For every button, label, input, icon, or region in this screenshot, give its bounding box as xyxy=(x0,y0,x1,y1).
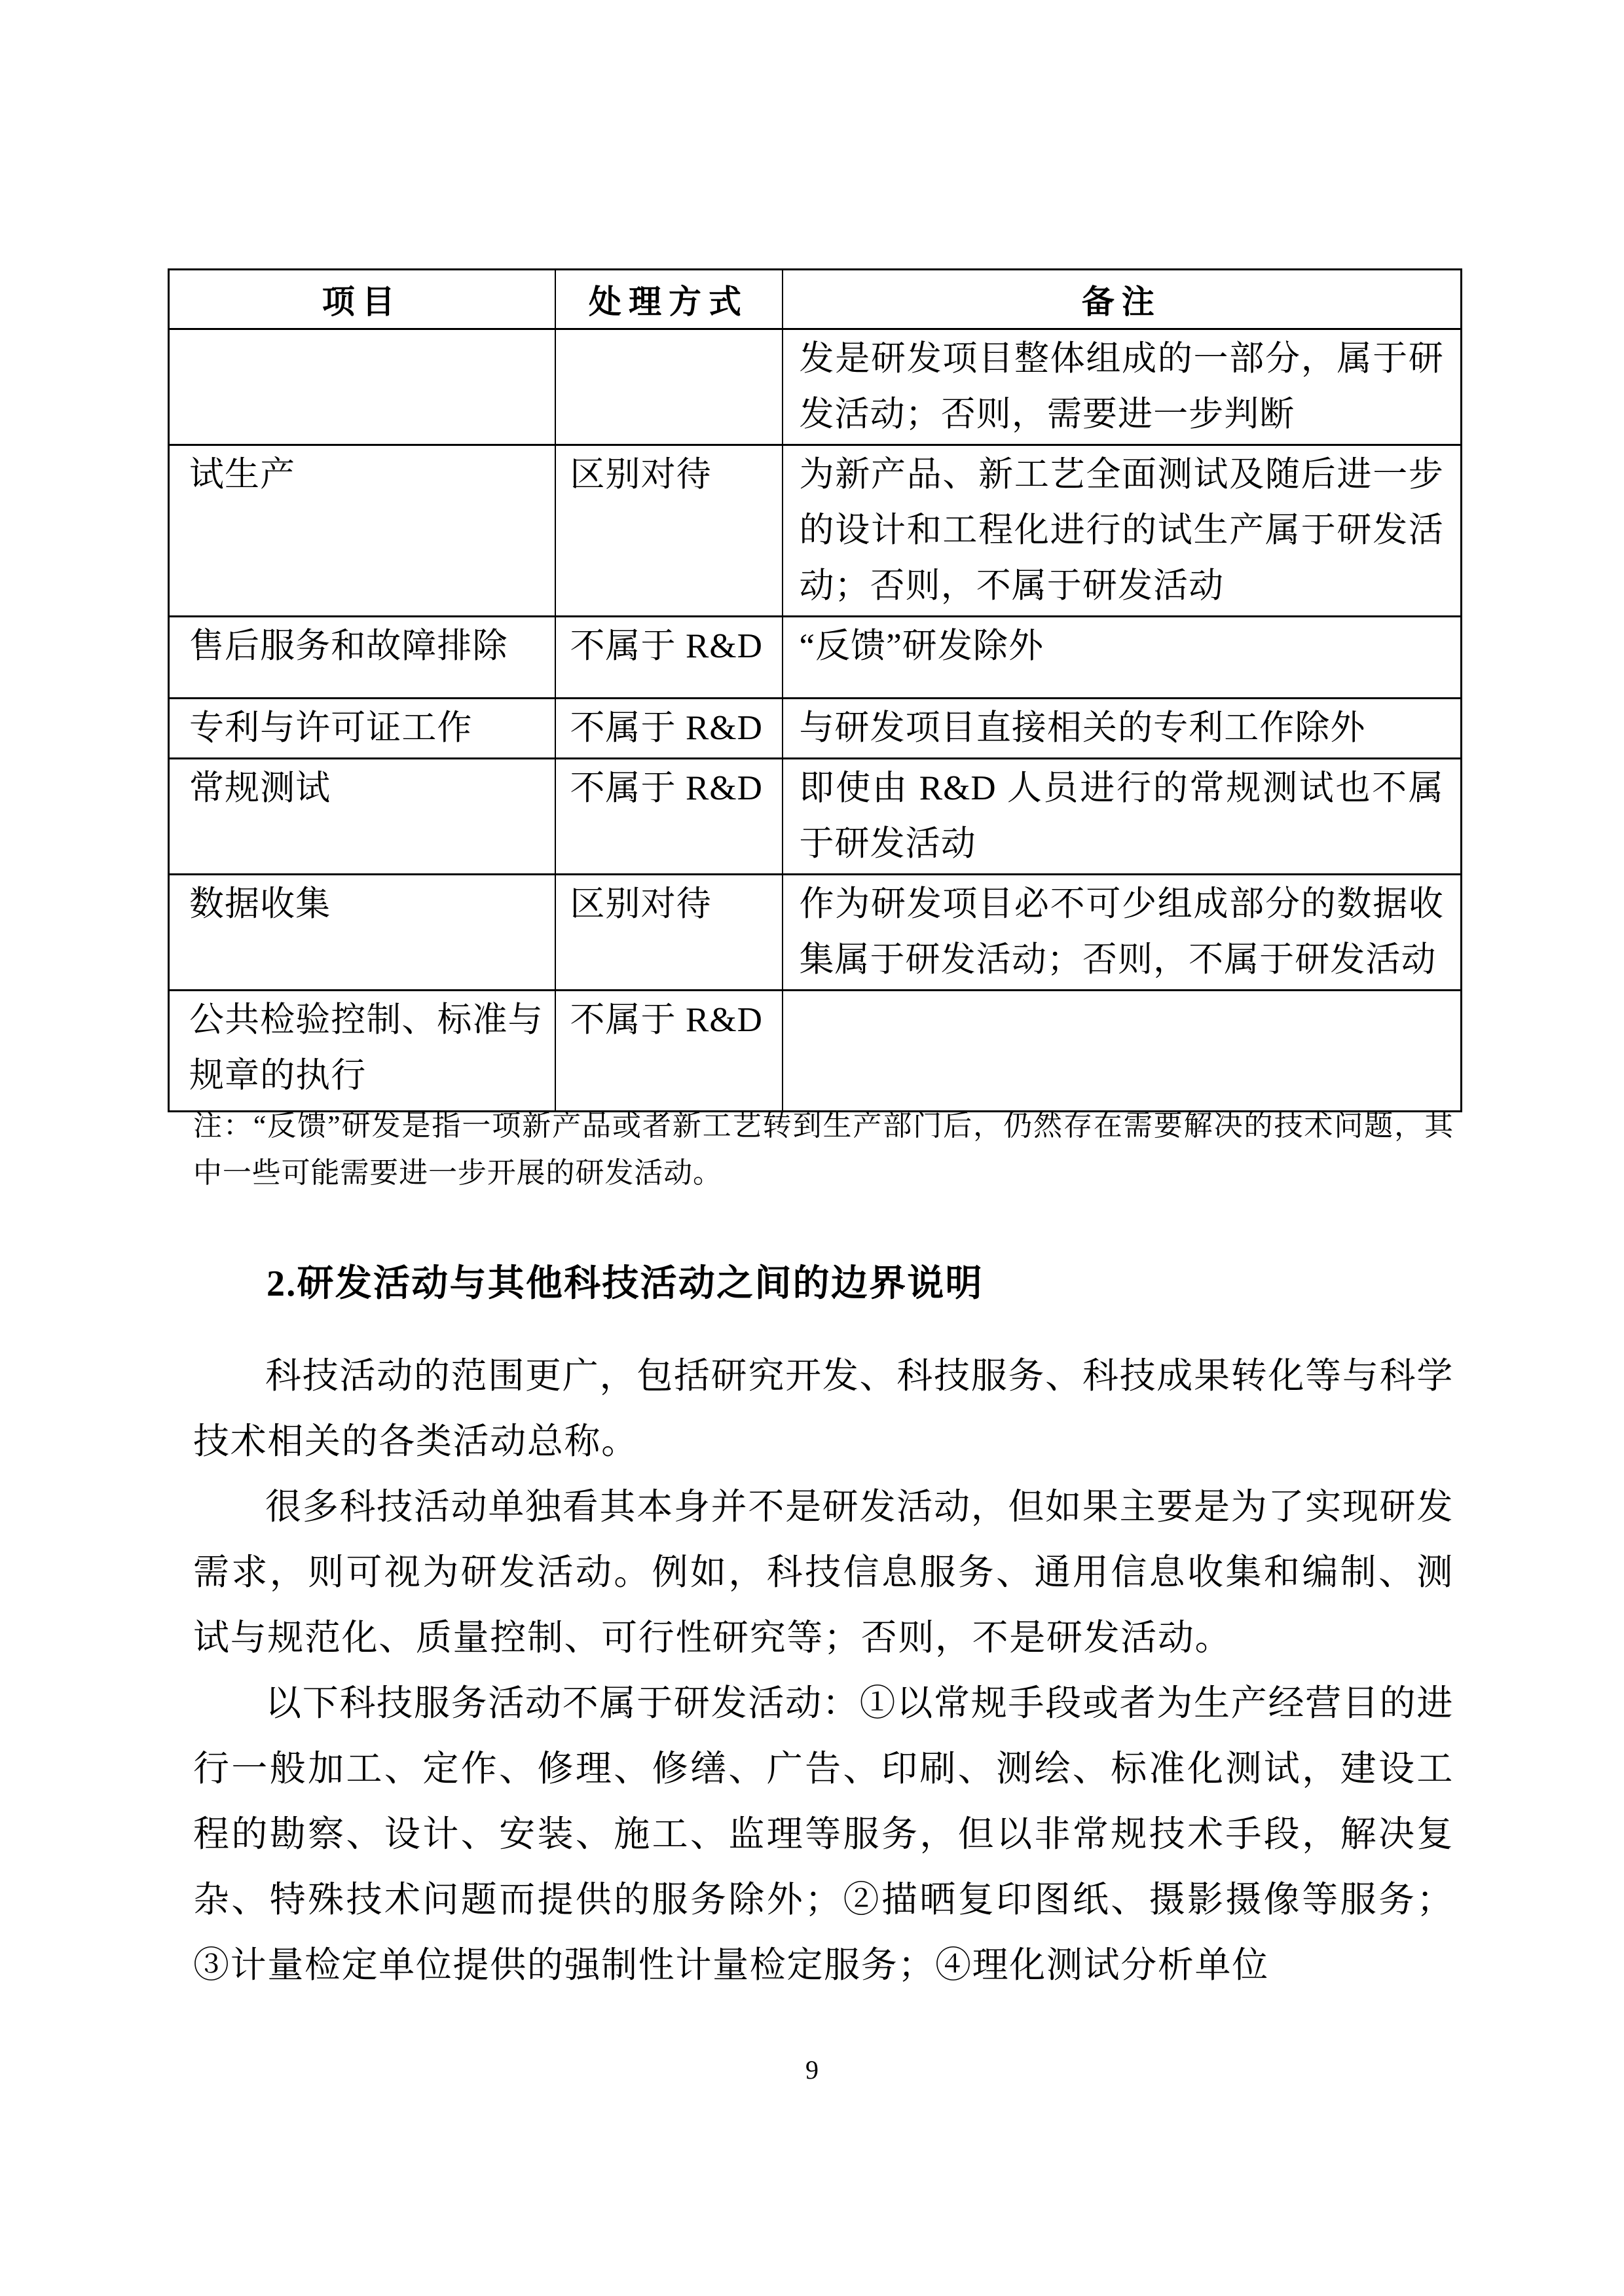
cell-note: 与研发项目直接相关的专利工作除外 xyxy=(783,699,1462,759)
table-row xyxy=(169,759,1462,875)
cell-treatment: 不属于 R&D xyxy=(555,759,783,875)
cell-treatment: 不属于 R&D xyxy=(555,699,783,759)
table-row xyxy=(169,445,1462,617)
table-row xyxy=(169,329,1462,445)
cell-item: 公共检验控制、标准与规章的执行 xyxy=(169,991,555,1112)
cell-item: 数据收集 xyxy=(169,875,555,991)
paragraph: 以下科技服务活动不属于研发活动：①以常规手段或者为生产经营目的进行一般加工、定作、修理、修缮、广告、印刷、测绘、标准化测试，建设工程的勘察、设计、安装、施工、监理等服务，但以非常规技术手段，解决复杂、特殊技术问题而提供的服务除外；②描晒复印图纸、摄影摄像等服务；③计量检定单位提供的强制性计量检定服务；④理化测试分析单位 xyxy=(193,1683,1454,1985)
cell-note: 即使由 R&D 人员进行的常规测试也不属于研发活动 xyxy=(783,759,1462,875)
cell-item: 常规测试 xyxy=(169,759,555,875)
cell-item: 专利与许可证工作 xyxy=(169,699,555,759)
table-header-item: 项目 xyxy=(169,270,555,329)
table-header-treatment: 处理方式 xyxy=(555,270,783,329)
table-footnote: 注：“反馈”研发是指一项新产品或者新工艺转到生产部门后，仍然存在需要解决的技术问题，其中一些可能需要进一步开展的研发活动。 xyxy=(193,1110,1454,1189)
cell-item xyxy=(169,329,555,445)
table-header-row xyxy=(169,270,1462,329)
cell-note: 发是研发项目整体组成的一部分，属于研发活动；否则，需要进一步判断 xyxy=(783,329,1462,445)
rd-boundary-table xyxy=(168,268,1462,1112)
cell-item: 售后服务和故障排除 xyxy=(169,617,555,699)
cell-note xyxy=(783,991,1462,1112)
table-row xyxy=(169,699,1462,759)
cell-note: 作为研发项目必不可少组成部分的数据收集属于研发活动；否则，不属于研发活动 xyxy=(783,875,1462,991)
table-row xyxy=(169,617,1462,699)
section-heading: 2.研发活动与其他科技活动之间的边界说明 xyxy=(267,1264,984,1304)
table-row xyxy=(169,875,1462,991)
cell-item: 试生产 xyxy=(169,445,555,617)
cell-treatment: 区别对待 xyxy=(555,875,783,991)
cell-note: 为新产品、新工艺全面测试及随后进一步的设计和工程化进行的试生产属于研发活动；否则，不属于研发活动 xyxy=(783,445,1462,617)
paragraph: 很多科技活动单独看其本身并不是研发活动，但如果主要是为了实现研发需求，则可视为研发活动。例如，科技信息服务、通用信息收集和编制、测试与规范化、质量控制、可行性研究等；否则，不是研发活动。 xyxy=(193,1487,1454,1658)
table-row xyxy=(169,991,1462,1112)
page-number: 9 xyxy=(805,2055,819,2085)
section-body xyxy=(193,1343,1454,1998)
cell-treatment: 区别对待 xyxy=(555,445,783,617)
cell-treatment xyxy=(555,329,783,445)
table-header-note: 备注 xyxy=(783,270,1462,329)
cell-note: “反馈”研发除外 xyxy=(783,617,1462,699)
cell-treatment: 不属于 R&D xyxy=(555,991,783,1112)
cell-treatment: 不属于 R&D xyxy=(555,617,783,699)
paragraph: 科技活动的范围更广，包括研究开发、科技服务、科技成果转化等与科学技术相关的各类活动总称。 xyxy=(193,1356,1454,1461)
